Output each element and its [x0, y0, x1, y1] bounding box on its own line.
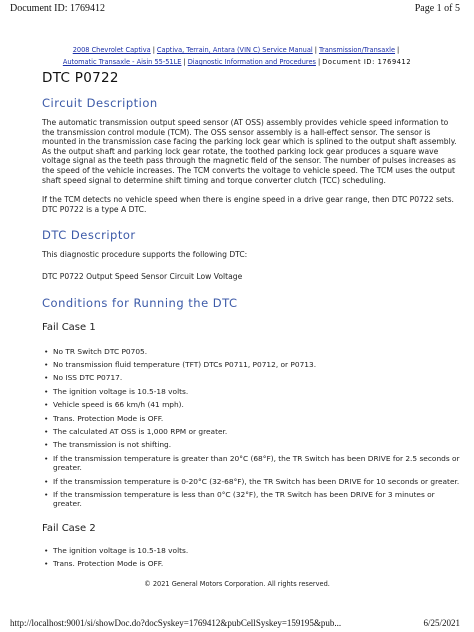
breadcrumb-separator: |	[317, 58, 321, 66]
document-body	[42, 70, 462, 573]
breadcrumb-separator: |	[397, 46, 400, 54]
list-item: • Trans. Protection Mode is OFF.	[44, 559, 462, 568]
page-title: DTC P0722	[42, 70, 119, 86]
descriptor-dtc-line: DTC P0722 Output Speed Sensor Circuit Low Voltage	[42, 271, 243, 281]
breadcrumb-separator: |	[183, 58, 186, 66]
breadcrumb-link-vehicle[interactable]: 2008 Chevrolet Captiva	[72, 46, 151, 54]
section-heading-circuit-description: Circuit Description	[42, 96, 158, 110]
breadcrumb	[12, 44, 462, 68]
list-item: • The calculated AT OSS is 1,000 RPM or greater.	[44, 427, 462, 436]
fail-case-1-list	[42, 347, 462, 509]
breadcrumb-link-transaxle[interactable]: Automatic Transaxle - Aisin 55-51LE	[62, 58, 182, 66]
list-item: • Trans. Protection Mode is OFF.	[44, 414, 462, 423]
list-item: • Vehicle speed is 66 km/h (41 mph).	[44, 400, 462, 409]
fail-case-1-heading: Fail Case 1	[42, 321, 96, 333]
list-item: • If the transmission temperature is 0-20°C (32-68°F), the TR Switch has been DRIVE for 10 seconds or greater.	[44, 477, 462, 486]
page-header	[0, 0, 474, 18]
copyright-notice: © 2021 General Motors Corporation. All rights reserved.	[144, 580, 330, 588]
fail-case-2-list	[42, 546, 462, 569]
list-item: • The transmission is not shifting.	[44, 440, 462, 449]
circuit-description-paragraph-2: If the TCM detects no vehicle speed when there is engine speed in a drive gear range, then DTC P0722 sets. DTC P0722 is a type A DTC.	[42, 195, 454, 214]
list-item: • The ignition voltage is 10.5-18 volts.	[44, 546, 462, 555]
breadcrumb-link-service-manual[interactable]: Captiva, Terrain, Antara (VIN C) Service Manual	[156, 46, 313, 54]
breadcrumb-link-diagnostic[interactable]: Diagnostic Information and Procedures	[187, 58, 316, 66]
descriptor-paragraph: This diagnostic procedure supports the following DTC:	[42, 250, 248, 260]
footer-date: 6/25/2021	[423, 618, 460, 628]
breadcrumb-separator: |	[152, 46, 155, 54]
section-heading-dtc-descriptor: DTC Descriptor	[42, 228, 136, 243]
footer-url: http://localhost:9001/si/showDoc.do?docSyskey=1769412&pubCellSyskey=159195&pub...	[10, 618, 342, 628]
fail-case-2-heading: Fail Case 2	[42, 522, 96, 534]
circuit-description-paragraph: The automatic transmission output speed sensor (AT OSS) assembly provides vehicle speed information to the transmission control module (TCM). The OSS sensor assembly is a hall-effect sensor. The sensor is mounted in the transmission case facing the parking lock gear which is splined to the output shaft assembly. As the output shaft and parking lock gear rotate, the toothed parking lock gear produces a square wave voltage signal as the teeth pass through the magnetic field of the sensor. The number of pulses increases as the speed of the vehicle increases. The TCM converts the voltage to vehicle speed. The TCM uses the output shaft speed signal to determine shift timing and torque converter clutch (TCC) scheduling.	[42, 118, 457, 185]
breadcrumb-document-id: Document ID: 1769412	[322, 58, 412, 66]
breadcrumb-separator: |	[314, 46, 317, 54]
list-item: • No transmission fluid temperature (TFT) DTCs P0711, P0712, or P0713.	[44, 360, 462, 369]
list-item: • If the transmission temperature is less than 0°C (32°F), the TR Switch has been DRIVE for 3 minutes or greater.	[44, 490, 462, 509]
list-item: • No TR Switch DTC P0705.	[44, 347, 462, 356]
section-heading-conditions: Conditions for Running the DTC	[42, 295, 238, 310]
list-item: • No ISS DTC P0717.	[44, 373, 462, 382]
breadcrumb-link-transmission[interactable]: Transmission/Transaxle	[318, 46, 396, 54]
list-item: • If the transmission temperature is greater than 20°C (68°F), the TR Switch has been DRIVE for 2.5 seconds or greater.	[44, 454, 462, 473]
header-page-number: Page 1 of 5	[414, 3, 460, 14]
list-item: • The ignition voltage is 10.5-18 volts.	[44, 387, 462, 396]
header-document-id: Document ID: 1769412	[10, 3, 105, 14]
page-footer	[0, 618, 474, 632]
